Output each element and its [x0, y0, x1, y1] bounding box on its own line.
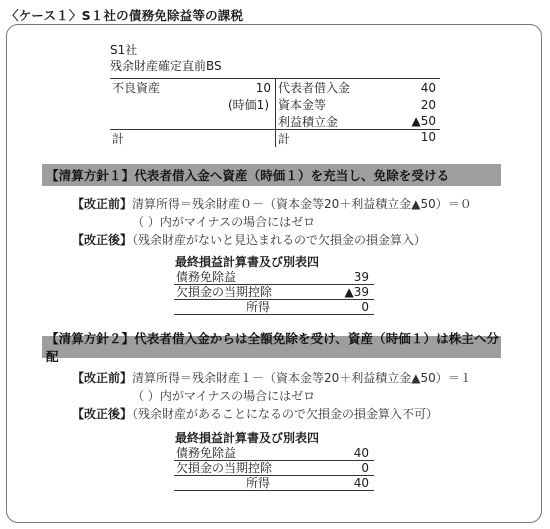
- table-row: [174, 300, 374, 315]
- policy2-pl-table: [174, 430, 374, 491]
- policy1-before-text: 清算所得＝残余財産０－（資本金等20＋利益積立金▲50）＝０: [132, 197, 472, 211]
- bs-label: 利益積立金: [278, 114, 339, 129]
- table-row: [174, 285, 374, 300]
- bs-total-label: 計: [112, 132, 125, 146]
- policy2-after-text: （残余財産があることになるので欠損金の損金算入不可）: [132, 407, 439, 421]
- pl-value: 40: [353, 446, 369, 460]
- bs-total-value: 10: [420, 130, 436, 144]
- bs-company: S1社: [110, 43, 138, 57]
- balance-sheet: [110, 42, 440, 147]
- policy2-after-line: [72, 405, 438, 422]
- pl-label: 債務免除益: [176, 446, 237, 460]
- pl-label: 所得: [246, 300, 271, 314]
- table-row: [174, 476, 374, 491]
- policy2-heading: 【清算方針２】代表者借入金からは全額免除を受け、資産（時価１）は株主へ分配: [42, 336, 501, 358]
- policy1-after-line: [72, 231, 426, 248]
- policy2-before-line: [72, 369, 472, 386]
- bs-value: 10: [255, 80, 271, 95]
- pl-label: 欠損金の当期控除: [176, 461, 273, 475]
- policy2-note-text: （ ）内がマイナスの場合にはゼロ: [132, 389, 316, 403]
- policy1-after-tag: 【改正後】: [72, 233, 133, 247]
- policy1-before-tag: 【改正前】: [72, 197, 133, 211]
- bs-row: [276, 79, 440, 96]
- bs-total-label: 計: [278, 132, 291, 146]
- bs-row-spacer: [110, 113, 275, 130]
- bs-row: [110, 79, 275, 96]
- table-row: [174, 446, 374, 461]
- policy1-after-text: （残余財産がないと見込まれるので欠損金の損金算入）: [132, 233, 427, 247]
- policy2-after-tag: 【改正後】: [72, 407, 133, 421]
- bs-row: [276, 113, 440, 130]
- pl-value: 39: [353, 270, 369, 284]
- policy2-before-text: 清算所得＝残余財産１－（資本金等20＋利益積立金▲50）＝１: [132, 371, 472, 385]
- policy2-before-tag: 【改正前】: [72, 371, 133, 385]
- bs-row: [110, 96, 275, 113]
- bs-assets-column: [110, 79, 275, 147]
- policy1-before-line: [72, 195, 472, 212]
- bs-total-row: [276, 130, 440, 147]
- pl-value: 0: [361, 461, 369, 475]
- bs-label: 代表者借入金: [278, 81, 351, 95]
- pl-label: 所得: [246, 476, 271, 490]
- policy1-pl-table: [174, 254, 374, 315]
- policy1-heading: 【清算方針１】代表者借入金へ資産（時価１）を充当し、免除を受ける: [42, 164, 501, 186]
- bs-table: [110, 78, 440, 147]
- bs-label: (時価1): [228, 98, 269, 112]
- bs-total-row: [110, 130, 275, 147]
- pl-value: 40: [353, 476, 369, 490]
- bs-liabilities-column: [275, 79, 440, 147]
- table-row: [174, 270, 374, 285]
- pl-title: 最終損益計算書及び別表四: [175, 431, 320, 445]
- bs-subtitle: 残余財産確定直前BS: [110, 59, 222, 73]
- bs-label: 資本金等: [278, 98, 327, 112]
- page-title: 〈ケース１〉S１社の債務免除益等の課税: [6, 8, 244, 23]
- pl-label: 欠損金の当期控除: [176, 285, 273, 299]
- policy2-note: [132, 387, 315, 404]
- pl-title: 最終損益計算書及び別表四: [175, 255, 320, 269]
- bs-value: ▲50: [411, 114, 436, 128]
- bs-row: [276, 96, 440, 113]
- pl-label: 債務免除益: [176, 270, 237, 284]
- pl-value: ▲39: [344, 285, 369, 299]
- bs-value: 20: [420, 97, 436, 112]
- bs-label: 不良資産: [112, 81, 161, 95]
- policy1-note-text: （ ）内がマイナスの場合にはゼロ: [132, 215, 316, 229]
- table-row: [174, 461, 374, 476]
- bs-value: 40: [420, 80, 436, 95]
- pl-value: 0: [361, 300, 369, 314]
- policy1-note: [132, 213, 315, 230]
